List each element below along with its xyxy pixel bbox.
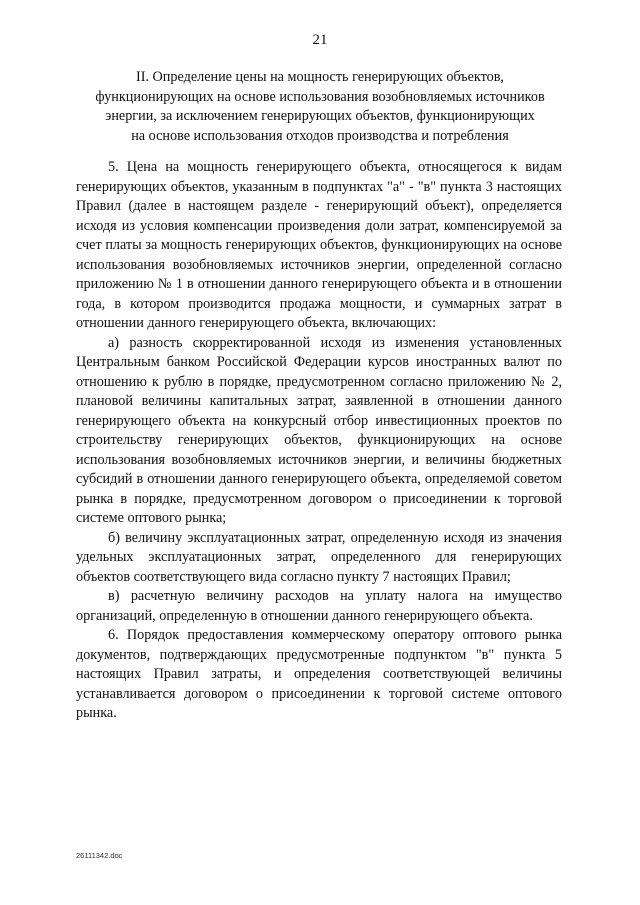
heading-line: энергии, за исключением генерирующих объектов, функционирующих bbox=[105, 108, 535, 124]
subparagraph-b: б) величину эксплуатационных затрат, определенную исходя из значения удельных эксплуатационных затрат, определенного для генерирующих объектов соответствующего вида согласно пункту 7 настоящих Правил; bbox=[76, 529, 562, 585]
section-heading bbox=[78, 68, 562, 146]
document-file-reference: 26111342.doc bbox=[76, 851, 123, 860]
page-number: 21 bbox=[312, 32, 328, 48]
subparagraph-a: а) разность скорректированной исходя из изменения установленных Центральным банком Российской Федерации курсов иностранных валют по отношению к рублю в порядке, предусмотренном согласно приложению № 2, плановой величины капитальных затрат, заявленной в отношении данного генерирующего объекта на конкурсный отбор инвестиционных проектов по строительству генерирующих объектов, функционирующих на основе использования возобновляемых источников энергии, и величины бюджетных субсидий в отношении данного генерирующего объекта, определяемой советом рынка в порядке, предусмотренном договором о присоединении к торговой системе оптового рынка; bbox=[76, 334, 562, 526]
heading-line: II. Определение цены на мощность генерирующих объектов, bbox=[136, 69, 504, 85]
subparagraph-v: в) расчетную величину расходов на уплату налога на имущество организаций, определенную в отношении данного генерирующего объекта. bbox=[76, 588, 562, 624]
heading-line: функционирующих на основе использования возобновляемых источников bbox=[95, 88, 545, 105]
paragraph-6: 6. Порядок предоставления коммерческому оператору оптового рынка документов, подтверждающих предусмотренные подпунктом "в" пункта 5 настоящих Правил затраты, и определения соответствующей величины устанавливается договором о присоединении к торговой системе оптового рынка. bbox=[76, 627, 562, 721]
body-text bbox=[76, 158, 562, 724]
paragraph-5: 5. Цена на мощность генерирующего объекта, относящегося к видам генерирующих объектов, указанным в подпунктах "а" - "в" пункта 3 настоящих Правил (далее в настоящем разделе - генерирующий объект), определяется исходя из условия компенсации произведения доли затрат, компенсируемой за счет платы за мощность генерирующих объектов, функционирующих на основе использования возобновляемых источников энергии, определенной согласно приложению № 1 в отношении данного генерирующего объекта и в отношении года, в котором производится продажа мощности, и суммарных затрат в отношении данного генерирующего объекта, включающих: bbox=[76, 159, 562, 331]
heading-line: на основе использования отходов производства и потребления bbox=[131, 127, 509, 144]
